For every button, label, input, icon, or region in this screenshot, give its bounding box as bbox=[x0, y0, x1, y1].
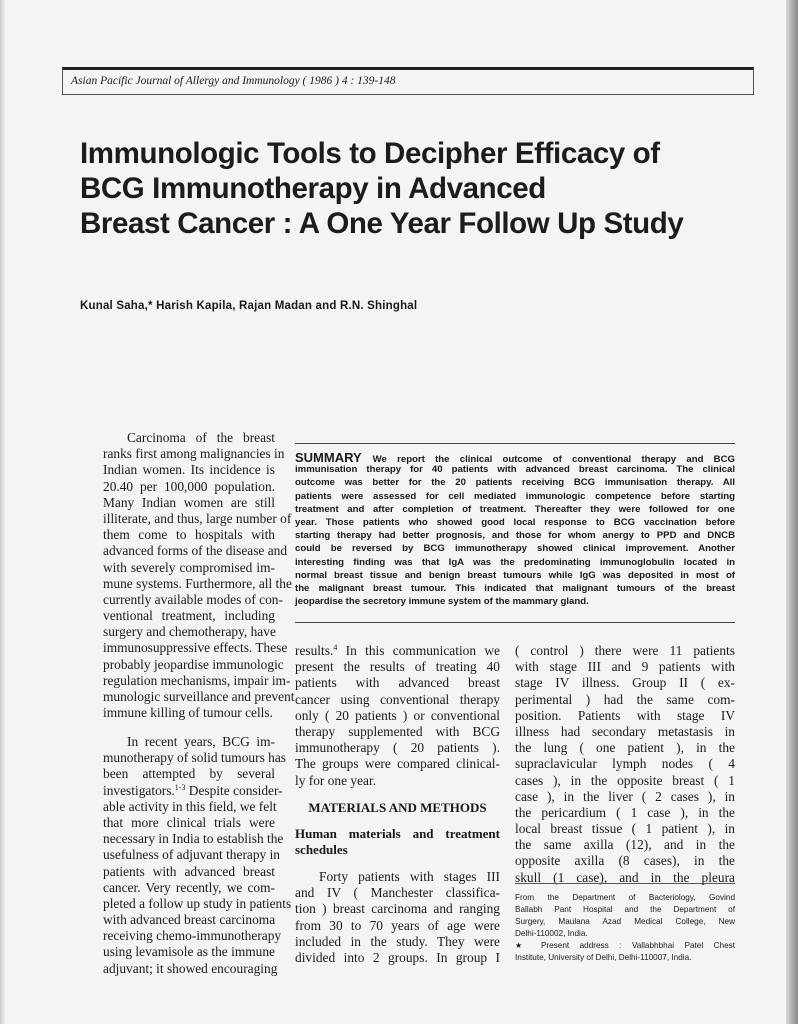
text-line: munotherapy of solid tumours has bbox=[103, 750, 286, 766]
footnote-rule bbox=[515, 883, 735, 884]
summary-box bbox=[295, 443, 735, 623]
journal-citation: Asian Pacific Journal of Allergy and Immunology ( 1986 ) 4 : 139-148 bbox=[71, 75, 396, 87]
text-line: ( control ) there were 11 patients bbox=[515, 643, 735, 658]
text-line: In recent years, BCG im- bbox=[127, 734, 275, 749]
author-list: Kunal Saha,* Harish Kapila, Rajan Madan and R.N. Shinghal bbox=[80, 300, 418, 312]
text-line: patients with advanced breast bbox=[295, 675, 500, 691]
title-line: BCG Immunotherapy in Advanced bbox=[80, 172, 546, 205]
text-line: ly for one year. bbox=[295, 772, 377, 788]
text-line: included in the study. They were bbox=[295, 933, 500, 949]
text-line: usefulness of adjuvant therapy in bbox=[103, 847, 281, 863]
text-line: The groups were compared clinical- bbox=[295, 756, 500, 772]
summary-line: year. Those patients who showed good local response to BCG vaccination before bbox=[295, 516, 735, 528]
text-line: munologic surveillance and prevent bbox=[103, 689, 295, 704]
text-line: the pericardium ( 1 case ), in the bbox=[515, 804, 735, 820]
citation-superscript: 4 bbox=[333, 643, 338, 652]
section-heading: MATERIALS AND METHODS bbox=[308, 800, 487, 815]
text-line: illness had secondary metastasis in bbox=[515, 723, 735, 739]
text-line: From the Department of Bacteriology, Govind bbox=[515, 893, 735, 902]
text-line: mune systems. Furthermore, all the bbox=[103, 575, 292, 591]
text-line: immunosuppressive effects. These bbox=[103, 640, 288, 656]
text-line: ventional treatment, including bbox=[103, 608, 275, 624]
text-line: Forty patients with stages III bbox=[319, 869, 500, 884]
summary-line: patients were assessed for cell mediated immunologic competence before starting bbox=[295, 490, 735, 502]
text-line: illiterate, and thus, large number of bbox=[103, 510, 292, 526]
text-line: therapy supplemented with BCG bbox=[295, 723, 500, 739]
scan-edge-right bbox=[786, 0, 798, 1024]
text-line: currently available modes of con- bbox=[103, 591, 283, 607]
footnote bbox=[515, 892, 735, 964]
summary-line: interesting finding was that IgA was the predominating immunoglobulin located in bbox=[295, 556, 735, 568]
text-line: receiving chemo-immunotherapy bbox=[103, 928, 282, 944]
middle-column-para-1 bbox=[295, 643, 500, 789]
text-line: immune killing of tumour cells. bbox=[103, 705, 273, 721]
text-line: position. Patients with stage IV bbox=[515, 707, 735, 723]
summary-line: jeopardise the secretory immune system of the mammary gland. bbox=[295, 596, 589, 608]
middle-column-para-2 bbox=[295, 869, 500, 966]
text-line: ★ Present address : Vallabhbhai Patel Chest bbox=[515, 941, 735, 950]
text-line: immunotherapy ( 20 patients ). bbox=[295, 740, 500, 756]
text-line: been attempted by several bbox=[103, 766, 275, 782]
text-line: opposite axilla (8 cases), in the bbox=[515, 853, 735, 869]
summary-heading: SUMMARY bbox=[295, 450, 373, 465]
text-line: Indian women. Its incidence is bbox=[103, 462, 275, 478]
text-line: investigators.$^{1-3}$ Despite consider- bbox=[103, 782, 283, 798]
text-line: surgery and chemotherapy, have bbox=[103, 624, 276, 640]
text-line: with severely compromised im- bbox=[103, 559, 275, 575]
summary-line: the malignant breast tumour. This indicated that malignant tumours of the breast bbox=[295, 582, 735, 594]
summary-line: outcome was better for the 20 patients receiving BCG immunisation therapy. All bbox=[295, 477, 735, 489]
title-line: Breast Cancer : A One Year Follow Up Study bbox=[80, 207, 684, 240]
left-column-para-1 bbox=[103, 430, 295, 721]
text-line: Surgery, Maulana Azad Medical College, New bbox=[515, 917, 735, 926]
summary-line: could be reversed by BCG immunotherapy showed clinical improvement. Another bbox=[295, 543, 735, 555]
text-line: using levamisole as the immune bbox=[103, 944, 275, 960]
paper-title bbox=[80, 136, 760, 241]
text-line: the same axilla (12), and in the bbox=[515, 837, 735, 853]
summary-line: starting therapy had better prognosis, and those for whom anergy to PPD and DNCB bbox=[295, 530, 735, 542]
text-line: probably jeopardise immunologic bbox=[103, 656, 284, 672]
text-line: Many Indian women are still bbox=[103, 494, 275, 510]
summary-line: immunisation therapy for 40 patients with advanced breast carcinoma. The clinical bbox=[295, 464, 735, 476]
right-column-para-1 bbox=[515, 643, 735, 886]
text-line: only ( 20 patients ) or conventional bbox=[295, 707, 500, 723]
text-line: adjuvant; it showed encouraging bbox=[103, 960, 278, 976]
subsection-heading bbox=[295, 826, 500, 858]
text-line: results.$^4$ In this communication we bbox=[295, 643, 500, 658]
text-line: Ballabh Pant Hospital and the Department of bbox=[515, 905, 735, 914]
text-line: supraclavicular lymph nodes ( 4 bbox=[515, 756, 735, 772]
text-line: tion ) breast carcinoma and ranging bbox=[295, 901, 500, 917]
left-column-para-2 bbox=[103, 734, 292, 977]
text-line: regulation mechanisms, impair im- bbox=[103, 672, 291, 688]
text-line: from 30 to 70 years of age were bbox=[295, 917, 500, 933]
text-line: with advanced breast carcinoma bbox=[103, 912, 276, 928]
text-line: able activity in this field, we felt bbox=[103, 798, 277, 814]
text-line: cancer using conventional therapy bbox=[295, 691, 500, 707]
text-line: local breast tissue ( 1 patient ), in bbox=[515, 821, 735, 837]
text-line: present the results of treating 40 bbox=[295, 659, 500, 675]
text-line: advanced forms of the disease and bbox=[103, 543, 288, 559]
subheading-line: Human materials and treatment bbox=[295, 826, 500, 841]
text-line: divided into 2 groups. In group I bbox=[295, 949, 500, 965]
scan-edge-left bbox=[0, 0, 6, 1024]
text-line: cancer. Very recently, we com- bbox=[103, 879, 275, 895]
title-line: Immunologic Tools to Decipher Efficacy of bbox=[80, 137, 660, 170]
text-line: them come to hospitals with bbox=[103, 527, 275, 543]
running-header bbox=[62, 67, 754, 95]
text-line: Institute, University of Delhi, Delhi-110007, India. bbox=[515, 953, 692, 962]
text-line: and IV ( Manchester classifica- bbox=[295, 885, 500, 901]
citation-superscript: 1-3 bbox=[174, 782, 186, 792]
text-line: Carcinoma of the breast bbox=[127, 430, 275, 445]
text-line: cases ), in the opposite breast ( 1 bbox=[515, 772, 735, 788]
text-line: patients with advanced breast bbox=[103, 863, 275, 879]
text-line: perimental ) had the same com- bbox=[515, 691, 735, 707]
text-line: necessary in India to establish the bbox=[103, 831, 284, 847]
subheading-line: schedules bbox=[295, 842, 348, 858]
text-line: stage IV illness. Group II ( ex- bbox=[515, 675, 735, 691]
text-line: Delhi-110002, India. bbox=[515, 929, 588, 938]
text-line: ranks first among malignancies in bbox=[103, 446, 285, 462]
text-line: case ), in the liver ( 2 cases ), in bbox=[515, 788, 735, 804]
summary-line: SUMMARY We report the clinical outcome of conventional therapy and BCG bbox=[295, 450, 736, 465]
text-line: the lung ( one patient ), in the bbox=[515, 740, 735, 756]
text-line: skull (1 case), and in the pleura bbox=[515, 869, 735, 885]
text-line: 20.40 per 100,000 population. bbox=[103, 478, 275, 494]
summary-line: treatment and after completion of treatment. Thereafter they were followed for one bbox=[295, 503, 735, 515]
text-line: with stage III and 9 patients with bbox=[515, 659, 735, 675]
summary-line: normal breast tissue and benign breast tumours while IgG was deposited in most of bbox=[295, 569, 735, 581]
text-line: pleted a follow up study in patients bbox=[103, 895, 292, 911]
text-line: that more clinical trials were bbox=[103, 814, 275, 830]
